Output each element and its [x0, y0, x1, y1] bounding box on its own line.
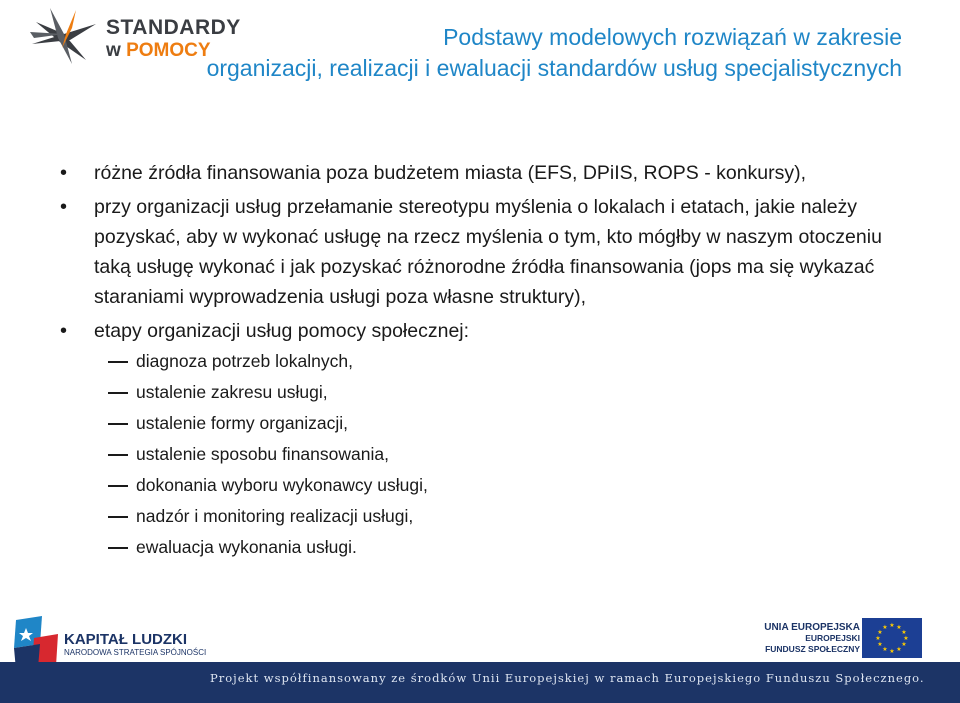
svg-text:★: ★ [896, 624, 902, 631]
standardy-logo [26, 4, 241, 70]
eu-fund-label [764, 622, 860, 655]
logo-text-w-pomocy [106, 40, 211, 62]
dash-icon [108, 547, 128, 549]
sub-bullet-item [60, 408, 910, 439]
bullet-dot-icon: • [60, 196, 68, 218]
svg-text:★: ★ [875, 635, 881, 642]
sub-bullet-item [60, 377, 910, 408]
svg-text:★: ★ [882, 646, 888, 653]
sub-bullet-text: ustalenie formy organizacji, [136, 413, 349, 433]
eu-line-3: FUNDUSZ SPOŁECZNY [765, 644, 860, 654]
kapital-ludzki-subtitle: NARODOWA STRATEGIA SPÓJNOŚCI [64, 648, 207, 657]
slide-title [207, 22, 902, 84]
sub-bullet-item [60, 501, 910, 532]
svg-text:★: ★ [901, 641, 907, 648]
dash-icon [108, 516, 128, 518]
footer [0, 606, 960, 703]
sub-bullet-text: nadzór i monitoring realizacji usługi, [136, 506, 414, 526]
footer-cofinance-bar [0, 662, 960, 703]
title-line-2: organizacji, realizacji i ewaluacji standardów usług specjalistycznych [206, 55, 902, 81]
bullet-dot-icon: • [60, 162, 68, 184]
svg-text:★: ★ [877, 629, 883, 636]
sub-bullet-item [60, 470, 910, 501]
cofinance-text: Projekt współfinansowany ze środków Unii Europejskiej w ramach Europejskiego Funduszu Społecznego. [210, 671, 925, 685]
slide-content [60, 158, 910, 563]
compass-star-icon [26, 4, 104, 70]
dash-icon [108, 485, 128, 487]
svg-text:★: ★ [889, 648, 895, 655]
bullet-text: przy organizacji usług przełamanie stereotypu myślenia o lokalach i etatach, jakie należy pozyskać, aby w wykonać usługę na rzecz myślenia o tym, kto mógłby w naszym otoczeniu taką usługę wykonać i jak pozyskać różnorodne źródła finansowania (jops ma się wykazać staraniami wyprowadzenia usługi poza własne struktury), [94, 196, 882, 308]
sub-bullet-item [60, 532, 910, 563]
sub-bullet-text: ewaluacja wykonania usługi. [136, 537, 357, 557]
bullet-item [60, 158, 910, 188]
svg-text:★: ★ [882, 624, 888, 631]
logo-text-pomocy: POMOCY [126, 40, 211, 61]
svg-text:★: ★ [889, 622, 895, 629]
dash-icon [108, 392, 128, 394]
dash-icon [108, 361, 128, 363]
sub-bullet-text: ustalenie zakresu usługi, [136, 382, 328, 402]
svg-text:★: ★ [877, 641, 883, 648]
sub-bullet-item [60, 346, 910, 377]
bullet-text: różne źródła finansowania poza budżetem miasta (EFS, DPiIS, ROPS - konkursy), [94, 162, 807, 184]
sub-bullet-text: ustalenie sposobu finansowania, [136, 444, 389, 464]
logo-text-w: w [106, 40, 121, 61]
eu-line-2: EUROPEJSKI [805, 633, 860, 643]
bullet-item [60, 192, 910, 312]
eu-flag-icon [862, 618, 922, 658]
sub-bullet-text: diagnoza potrzeb lokalnych, [136, 351, 353, 371]
eu-line-1: UNIA EUROPEJSKA [764, 622, 860, 633]
bullet-dot-icon: • [60, 320, 68, 342]
bullet-text: etapy organizacji usług pomocy społecznej: [94, 320, 470, 342]
sub-bullet-text: dokonania wyboru wykonawcy usługi, [136, 475, 428, 495]
title-line-1: Podstawy modelowych rozwiązań w zakresie [443, 24, 902, 50]
svg-text:★: ★ [901, 629, 907, 636]
dash-icon [108, 423, 128, 425]
sub-bullet-item [60, 439, 910, 470]
svg-text:★: ★ [896, 646, 902, 653]
logo-text-standardy: STANDARDY [106, 16, 241, 39]
kapital-ludzki-title: KAPITAŁ LUDZKI [64, 631, 188, 648]
dash-icon [108, 454, 128, 456]
bullet-item [60, 316, 910, 346]
svg-text:★: ★ [903, 635, 909, 642]
